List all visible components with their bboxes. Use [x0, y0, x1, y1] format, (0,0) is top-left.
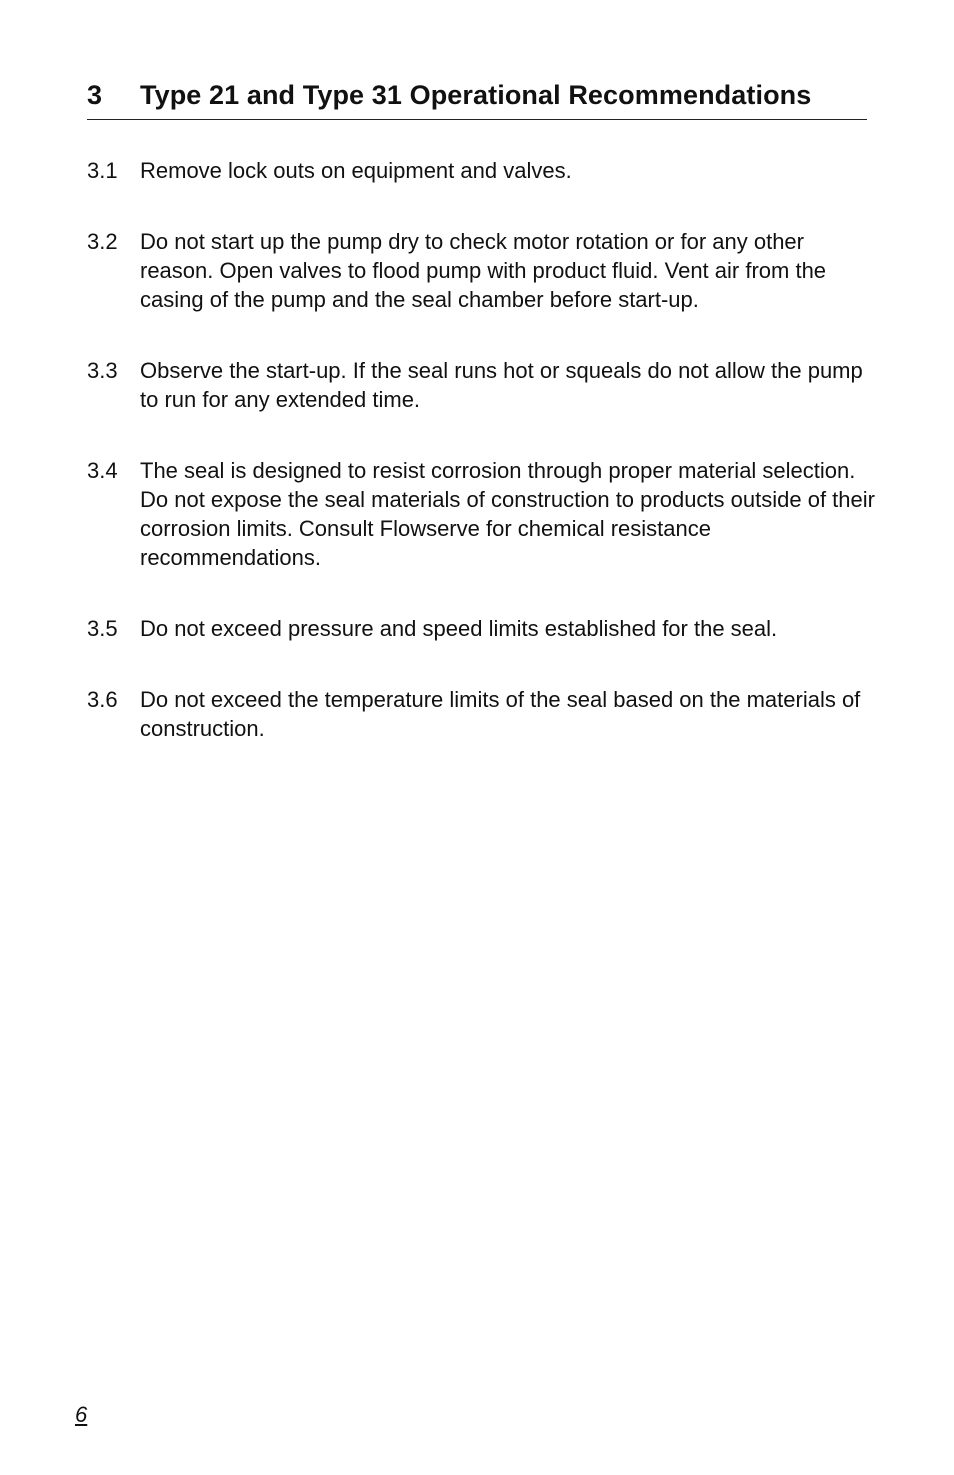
item-number: 3.3	[87, 358, 118, 383]
item-text: Do not exceed the temperature limits of the seal based on the materials of construction.	[140, 687, 861, 741]
item-text: Do not start up the pump dry to check motor rotation or for any other reason. Open valves to flood pump with product fluid. Vent air from the casing of the pump and the seal chamber before start-up.	[140, 229, 827, 312]
item-text: Observe the start-up. If the seal runs hot or squeals do not allow the pump to run for any extended time.	[140, 358, 863, 412]
list-item	[87, 685, 877, 743]
item-number: 3.1	[87, 158, 118, 183]
item-number: 3.4	[87, 458, 118, 483]
list-item	[87, 156, 877, 185]
list-item	[87, 456, 877, 572]
list-item	[87, 227, 877, 314]
section-heading	[87, 80, 867, 120]
item-text: Do not exceed pressure and speed limits established for the seal.	[140, 616, 778, 641]
item-text: The seal is designed to resist corrosion through proper material selection. Do not expose the seal materials of construction to products outside of their corrosion limits. Consult Flowserve for chemical resistance recommendations.	[140, 458, 875, 570]
item-number: 3.2	[87, 229, 118, 254]
item-text: Remove lock outs on equipment and valves.	[140, 158, 572, 183]
item-number: 3.6	[87, 687, 118, 712]
section-title: Type 21 and Type 31 Operational Recommendations	[140, 80, 812, 110]
item-number: 3.5	[87, 616, 118, 641]
section-number: 3	[87, 80, 103, 110]
recommendation-list	[87, 156, 877, 785]
page-number: 6	[75, 1402, 88, 1427]
list-item	[87, 614, 877, 643]
list-item	[87, 356, 877, 414]
